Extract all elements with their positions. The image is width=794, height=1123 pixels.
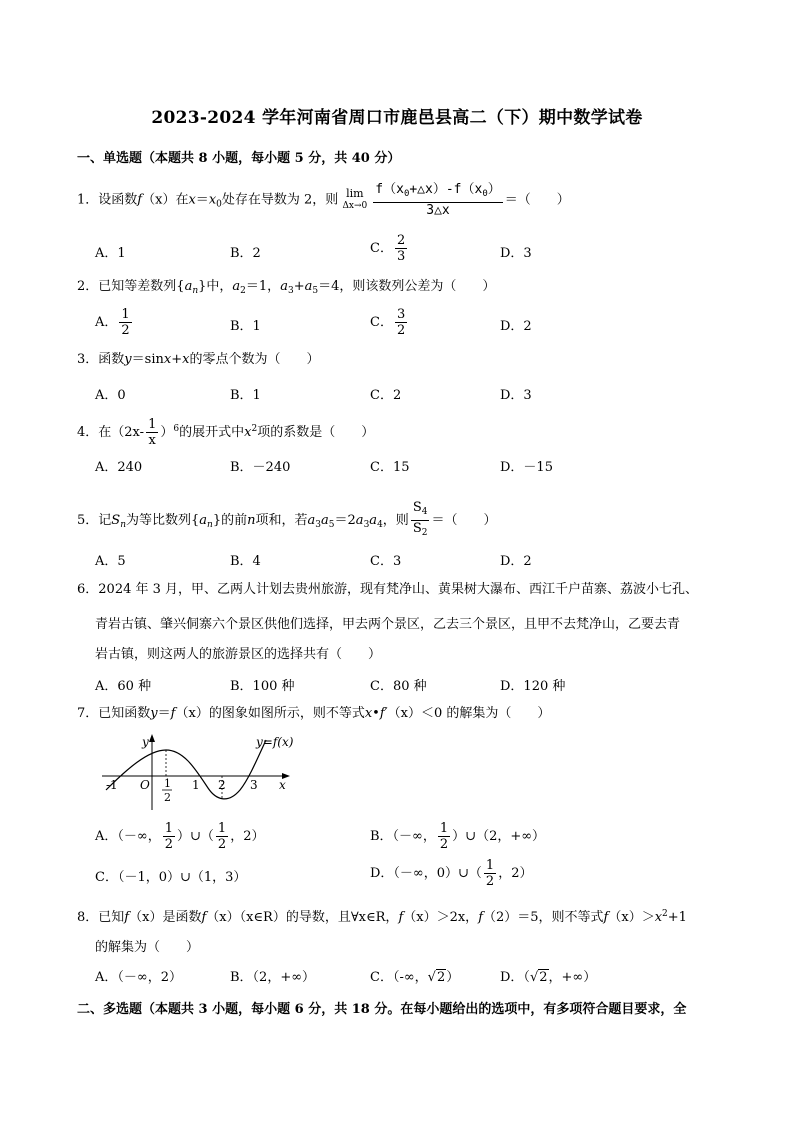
q2-option-d: D．2 (500, 319, 532, 334)
q1-option-b: B．2 (230, 246, 261, 261)
q6-option-c: C．80 种 (370, 679, 427, 694)
tick-label-half-den: 2 (164, 791, 171, 804)
q8-option-b: B．（2，+∞） (230, 970, 316, 985)
q4-option-c: C．15 (370, 460, 410, 475)
graph-function-label: y=f(x) (256, 735, 294, 749)
question-8-line-2: 的解集为（ ） (95, 940, 200, 955)
q7-option-d: D．（－∞，0）∪（ $\frac{1}{2}$ ，2） (370, 858, 533, 889)
q4-option-a: A．240 (95, 460, 143, 475)
question-1: 1．设函数f（x）在$x=x_0$处存在导数为 2，则 lim Δx→0 $\frac{f(x_0+\triangle x)-f(x_0)}{3\triangle x}$ ＝（ ） (77, 182, 570, 218)
y-axis-arrow (149, 734, 155, 742)
q4-option-b: B．－240 (230, 460, 291, 475)
graph-origin-label: O (140, 778, 150, 792)
q8-option-a: A．（－∞，2） (95, 970, 182, 985)
tick-label-three: 3 (250, 778, 258, 792)
question-4: 4．在（2x- $\frac{1}{x}$ ）$^6$的展开式中$x^2$项的系数是（ ） (77, 417, 375, 448)
page-title: 2023-2024 学年河南省周口市鹿邑县高二（下）期中数学试卷 (151, 108, 643, 128)
tick-label-two: 2 (218, 778, 226, 792)
q6-option-b: B．100 种 (230, 679, 295, 694)
function-graph (96, 732, 301, 812)
q5-option-c: C．3 (370, 554, 402, 569)
graph-x-label: x (279, 778, 286, 792)
q2-option-b: B．1 (230, 319, 261, 334)
q6-option-d: D．120 种 (500, 679, 566, 694)
q3-option-d: D．3 (500, 388, 532, 403)
tick-label-half-num: 1 (164, 777, 171, 790)
q3-option-b: B．1 (230, 388, 261, 403)
section-heading-multiple-choice: 二、多选题（本题共 3 小题，每小题 6 分，共 18 分。在每小题给出的选项中，有多项符合题目要求，全 (77, 1002, 687, 1017)
q7-option-c: C．（－1，0）∪（1，3） (95, 870, 247, 885)
q5-option-a: A．5 (95, 554, 126, 569)
q3-option-c: C．2 (370, 388, 402, 403)
tick-label-one: 1 (192, 778, 200, 792)
limit-operator: lim Δx→0 (342, 187, 368, 211)
question-8-line-1: 8．已知f（x）是函数f（x）（x∈R）的导数，且∀x∈R，f（x）＞2x，f（2）＝5，则不等式$f(x)>x^2+1$ (77, 909, 687, 925)
q1-option-c: C． $\frac{2}{3}$ (370, 233, 406, 264)
q5-option-d: D．2 (500, 554, 532, 569)
section-heading-single-choice: 一、单选题（本题共 8 小题，每小题 5 分，共 40 分） (77, 151, 401, 166)
q2-option-c: C． $\frac{3}{2}$ (370, 307, 406, 338)
q8-option-d: D．（√2，+∞） (500, 970, 597, 985)
q6-option-a: A．60 种 (95, 679, 152, 694)
graph-y-label: y (142, 735, 149, 749)
tick-label-neg-one: -1 (106, 778, 118, 792)
q3-option-a: A．0 (95, 388, 126, 403)
question-7: 7．已知函数y＝f（x）的图象如图所示，则不等式x•f′（x）＜0 的解集为（ ） (77, 706, 551, 721)
q4-option-d: D．－15 (500, 460, 553, 475)
q8-option-c: C．（-∞，√2） (370, 970, 460, 985)
q5-option-b: B．4 (230, 554, 261, 569)
question-3: 3．函数y＝sinx+x的零点个数为（ ） (77, 352, 320, 367)
question-2: 2．已知等差数列$\{a_n\}$中，$a_2=1$，$a_3+a_5=4$，则该数列公差为（ ） (77, 279, 496, 296)
function-curve (106, 740, 266, 799)
q2-option-a: A． $\frac{1}{2}$ (95, 307, 130, 338)
q1-option-d: D．3 (500, 246, 532, 261)
question-6-line-3: 岩古镇，则这两人的旅游景区的选择共有（ ） (95, 647, 382, 662)
limit-fraction: $\frac{f(x_0+\triangle x)-f(x_0)}{3\triangle x}$ (375, 182, 501, 218)
question-6-line-1: 6．2024 年 3 月，甲、乙两人计划去贵州旅游，现有梵净山、黄果树大瀑布、西江千户苗寨、荔波小七孔、 (77, 582, 699, 597)
question-5: 5．记$S_n$为等比数列$\{a_n\}$的前n项和，若$a_3a_5=2a_3a_4$，则 $\frac{S_4}{S_2}$ ＝（ ） (77, 500, 497, 538)
question-6-line-2: 青岩古镇、肇兴侗寨六个景区供他们选择，甲去两个景区，乙去三个景区，且甲不去梵净山，乙要去青 (95, 617, 681, 632)
q7-option-a: A．（－∞， $\frac{1}{2}$ ）∪（ $\frac{1}{2}$ ，2） (95, 821, 265, 852)
q1-option-a: A．1 (95, 246, 126, 261)
q7-option-b: B．（－∞， $\frac{1}{2}$ ）∪（2，+∞） (370, 821, 546, 852)
